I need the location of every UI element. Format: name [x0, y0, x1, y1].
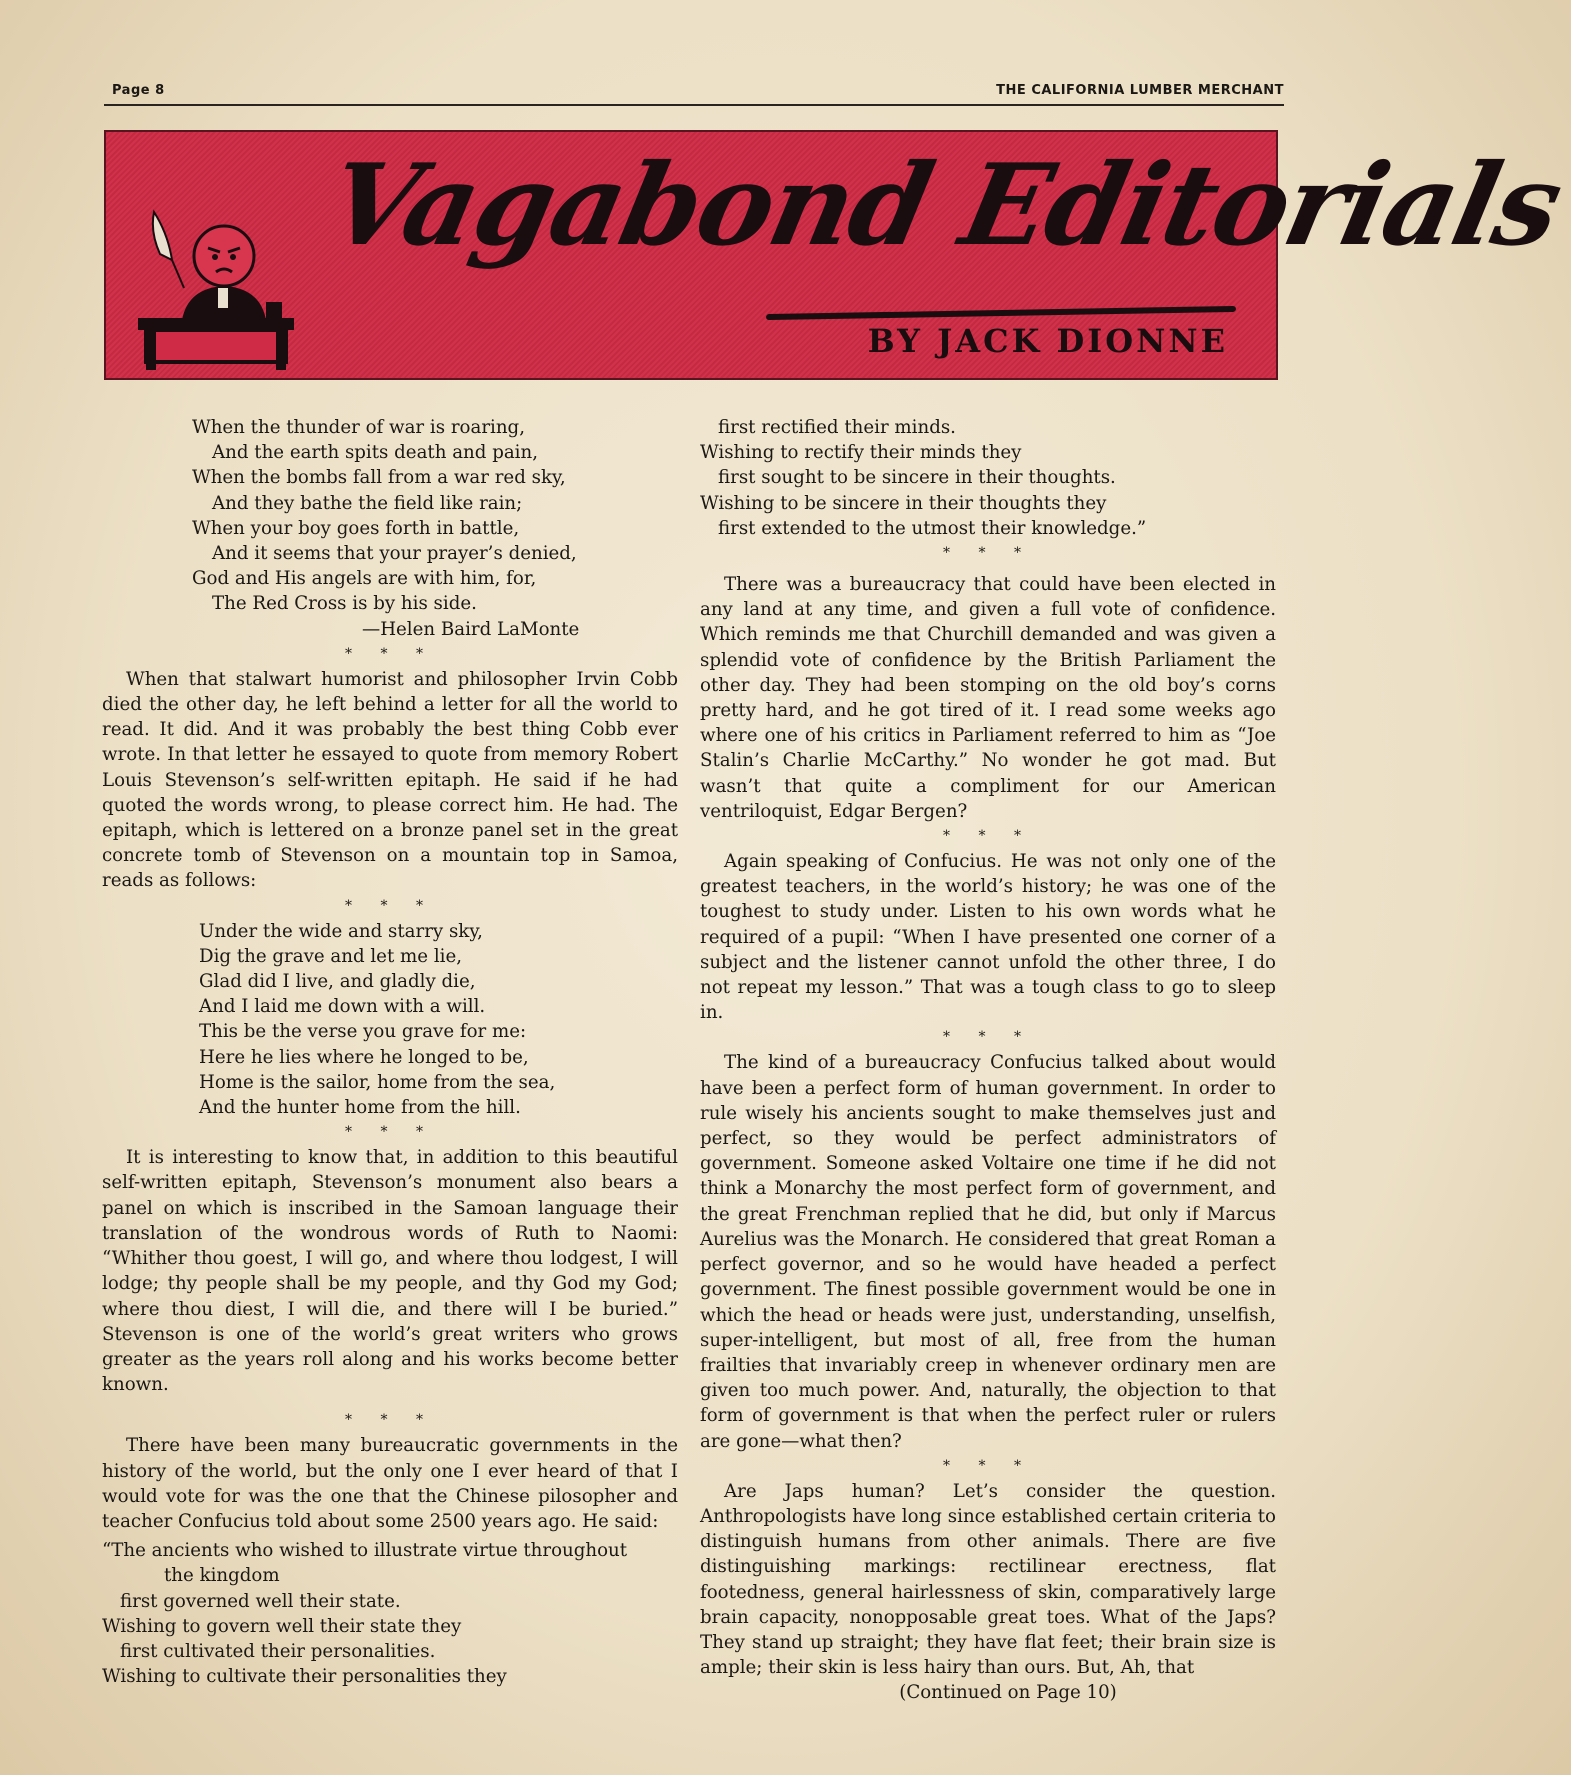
poem-line: Here he lies where he longed to be,: [199, 1046, 529, 1068]
poem-line: When the thunder of war is roaring,: [192, 417, 525, 438]
poem-line: This be the verse you grave for me:: [199, 1021, 527, 1043]
paragraph-cobb: When that stalwart humorist and philosopher Irvin Cobb died the other day, he left behind a letter for all the world to read. It did. And it was probably the best thing Cobb ever wrote. In that letter he essayed to quote from memory Robert Louis Stevenson’s self-written epitaph. He said if he had quoted the words wrong, to please correct him. He had. The epitaph, which is lettered on a bronze panel set in the great concrete tomb of Stevenson on a mountain top in Samoa, reads as follows:: [102, 668, 678, 892]
quote-line: Wishing to be sincere in their thoughts they: [700, 492, 1107, 514]
quote-line: Wishing to govern well their state they: [102, 1615, 462, 1637]
running-header: [110, 82, 1284, 104]
poem-line: And the earth spits death and pain,: [212, 442, 538, 464]
paragraph-confucius-intro: There have been many bureaucratic governments in the history of the world, but the only one I ever heard of that I would vote for was the one that the Chinese pilosopher and teacher Confucius told about some 2500 years ago. He said:: [102, 1435, 678, 1532]
section-separator: * * *: [943, 1029, 1033, 1046]
editor-at-desk-illustration: [132, 202, 312, 370]
editorial-banner: [104, 130, 1571, 380]
poem-line: When the bombs fall from a war red sky,: [192, 467, 566, 489]
banner-title: Vagabond Editorials: [317, 140, 1571, 271]
quote-line: first cultivated their personalities.: [120, 1640, 436, 1662]
paragraph-churchill: There was a bureaucracy that could have been elected in any land at any time, and given a full vote of confidence. Which reminds me that Churchill demanded and was given a splendid vote of confidence by the British Parliament the other day. They had been stomping on the old boy’s corns pretty hard, and he got tired of it. I read some weeks ago where one of his critics in Parliament referred to him as “Joe Stalin’s Charlie McCarthy.” No wonder he got mad. But wasn’t that quite a compliment for our American ventriloquist, Edgar Bergen?: [700, 574, 1276, 822]
poem-line: Under the wide and starry sky,: [199, 920, 483, 942]
poem-line: And they bathe the field like rain;: [212, 492, 523, 514]
header-rule: [104, 104, 1284, 106]
poem-line: When your boy goes forth in battle,: [192, 517, 520, 539]
continued-notice: (Continued on Page 10): [899, 1682, 1117, 1704]
section-separator: * * *: [943, 545, 1033, 562]
poem-line: And it seems that your prayer’s denied,: [212, 543, 577, 565]
quote-line: first extended to the utmost their knowledge.”: [718, 517, 1147, 539]
banner-byline: BY JACK DIONNE: [867, 322, 1228, 360]
confucius-quote: [102, 1538, 678, 1689]
quote-line: first rectified their minds.: [718, 417, 956, 438]
page-number: Page 8: [112, 83, 165, 98]
paragraph-anthropology: Are Japs human? Let’s consider the question. Anthropologists have long since established certain criteria to distinguish humans from other animals. There are five distinguishing markings: rectilinear erectness, flat footedness, general hairlessness of skin, comparatively large brain capacity, nonopposable great toes. What of the Japs? They stand up straight; they have flat feet; their brain size is ample; their skin is less hairy than ours. But, Ah, that: [700, 1480, 1276, 1679]
paragraph-stevenson-monument: It is interesting to know that, in addition to this beautiful self-written epitaph, Stevenson’s monument also bears a panel on which is inscribed in the Samoan language their translation of the wondrous words of Ruth to Naomi: “Whither thou goest, I will go, and where thou lodgest, I will lodge; thy people shall be my people, and thy God my God; where thou diest, I will die, and there will I be buried.” Stevenson is one of the world’s great writers who grows greater as the years roll along and his works become better known.: [102, 1147, 678, 1396]
poem-stevenson-epitaph: [102, 919, 678, 1121]
quote-line: first sought to be sincere in their thoughts.: [718, 467, 1116, 489]
poem-line: Home is the sailor, home from the sea,: [199, 1071, 556, 1093]
left-column: [102, 415, 678, 1689]
section-separator: * * *: [345, 897, 435, 914]
quote-line: Wishing to cultivate their personalities they: [102, 1666, 507, 1688]
banner-flourish: [766, 306, 1236, 320]
poem-line: God and His angels are with him, for,: [192, 568, 537, 590]
poem-line: Glad did I live, and gladly die,: [199, 971, 476, 993]
quote-line: the kingdom: [164, 1565, 280, 1587]
quote-line: Wishing to rectify their minds they: [700, 442, 1022, 464]
quote-line: “The ancients who wished to illustrate virtue throughout: [102, 1540, 628, 1562]
quote-line: first governed well their state.: [120, 1590, 401, 1612]
right-column: [700, 415, 1276, 1706]
section-separator: * * *: [943, 828, 1033, 845]
poem-line: And the hunter home from the hill.: [199, 1097, 521, 1119]
poem-line: Dig the grave and let me lie,: [199, 945, 463, 967]
paragraph-confucius-teacher: Again speaking of Confucius. He was not only one of the greatest teachers, in the world’s history; he was one of the toughest to study under. Listen to his own words what he required of a pupil: “When I have presented one corner of a subject and the listener cannot unfold the other three, I do not repeat my lesson.” That was a tough class to go to sleep in.: [700, 851, 1276, 1024]
paragraph-perfect-government: The kind of a bureaucracy Confucius talked about would have been a perfect form of human government. In order to rule wisely his ancients sought to make themselves just and perfect, so they would be perfect administrators of government. Someone asked Voltaire one time if he did not think a Monarchy the most perfect form of government, and the great Frenchman replied that he did, but only if Marcus Aurelius was the Monarch. He considered that great Roman a perfect governor, and so he would have headed a perfect government. The finest possible government would be one in which the head or heads were just, understanding, unselfish, super-intelligent, but most of all, free from the human frailties that invariably creep in whenever ordinary men are given too much power. And, naturally, the objection to that form of government is that when the perfect ruler or rulers are gone—what then?: [700, 1052, 1276, 1452]
confucius-quote-continued: [700, 415, 1276, 541]
section-separator: * * *: [345, 645, 435, 662]
section-separator: * * *: [345, 1412, 435, 1429]
poem-red-cross: [102, 415, 678, 642]
poem-line: The Red Cross is by his side.: [212, 593, 477, 615]
poem-line: And I laid me down with a will.: [199, 996, 486, 1018]
publication-title: THE CALIFORNIA LUMBER MERCHANT: [996, 83, 1284, 98]
section-separator: * * *: [345, 1124, 435, 1141]
section-separator: * * *: [943, 1457, 1033, 1474]
poem-attribution: —Helen Baird LaMonte: [362, 618, 580, 640]
